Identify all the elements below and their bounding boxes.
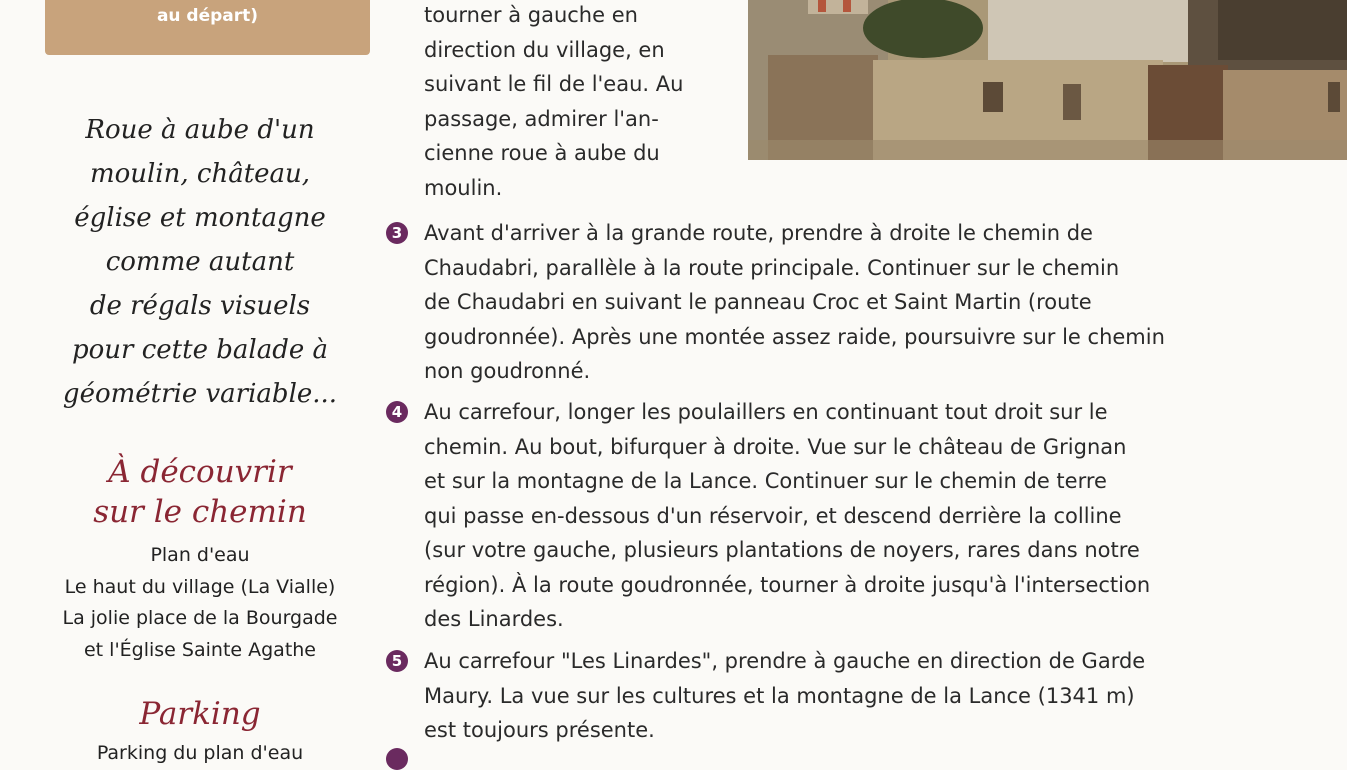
step-text	[424, 644, 1145, 748]
text-line: (sur votre gauche, plusieurs plantations de noyers, rares dans notre	[424, 538, 1140, 562]
step-number-badge: 3	[386, 222, 408, 244]
discover-item: et l'Église Sainte Agathe	[83, 638, 317, 661]
step-number-badge: 4	[386, 401, 408, 423]
text-line: cienne roue à aube du	[424, 141, 660, 165]
discover-item: Plan d'eau	[150, 544, 250, 566]
text-line: suivant le fil de l'eau. Au	[424, 72, 684, 96]
text-line: des Linardes.	[424, 607, 564, 631]
text-line: non goudronné.	[424, 359, 591, 383]
text-line: Au carrefour "Les Linardes", prendre à gauche en direction de Garde	[424, 649, 1146, 673]
step-text	[424, 216, 1165, 389]
village-photo-image	[748, 0, 1347, 160]
intro-line: comme autant	[105, 247, 295, 277]
text-line: Maury. La vue sur les cultures et la montagne de la Lance (1341 m)	[424, 683, 1135, 708]
text-line: région). À la route goudronnée, tourner à droite jusqu'à l'intersection	[424, 572, 1151, 597]
step-number-badge	[386, 748, 408, 770]
intro-text	[40, 108, 360, 416]
text-line: Au carrefour, longer les poulaillers en continuant tout droit sur le	[424, 400, 1108, 424]
text-line: et sur la montagne de la Lance. Continuer sur le chemin de terre	[424, 469, 1107, 493]
text-line: passage, admirer l'an-	[424, 106, 659, 131]
text-line: de Chaudabri en suivant le panneau Croc et Saint Martin (route	[424, 290, 1092, 314]
parking-heading	[40, 694, 360, 734]
text-line: Chaudabri, parallèle à la route principale. Continuer sur le chemin	[424, 255, 1120, 280]
text-line: qui passe en-dessous d'un réservoir, et descend derrière la colline	[424, 503, 1122, 528]
step-text	[424, 395, 1150, 637]
discover-heading-line: À découvrir	[108, 454, 292, 490]
parking-text: Parking du plan d'eau	[96, 742, 304, 764]
intro-line: géométrie variable...	[62, 379, 338, 409]
intro-line: pour cette balade à	[72, 335, 328, 365]
text-line: tourner à gauche en	[424, 3, 638, 27]
intro-line: moulin, château,	[89, 159, 311, 189]
info-box-label: au départ)	[156, 6, 259, 26]
text-line: direction du village, en	[424, 37, 665, 62]
discover-item: Le haut du village (La Vialle)	[64, 575, 336, 598]
text-line: est toujours présente.	[424, 718, 655, 742]
intro-step-text	[424, 0, 724, 205]
discover-item: La jolie place de la Bourgade	[62, 607, 338, 629]
discover-heading-line: sur le chemin	[93, 494, 307, 530]
info-box	[45, 0, 370, 55]
village-photo	[748, 0, 1347, 160]
text-line: goudronnée). Après une montée assez raide, poursuivre sur le chemin	[424, 324, 1165, 349]
text-line: Avant d'arriver à la grande route, prendre à droite le chemin de	[424, 221, 1093, 245]
intro-line: Roue à aube d'un	[85, 115, 315, 145]
parking-heading-text: Parking	[139, 696, 261, 732]
discover-list	[30, 540, 370, 666]
text-line: chemin. Au bout, bifurquer à droite. Vue sur le château de Grignan	[424, 434, 1127, 459]
text-line: moulin.	[424, 175, 503, 200]
discover-heading	[40, 452, 360, 532]
step-number-badge: 5	[386, 650, 408, 672]
intro-line: église et montagne	[74, 203, 326, 233]
intro-line: de régals visuels	[89, 291, 311, 321]
